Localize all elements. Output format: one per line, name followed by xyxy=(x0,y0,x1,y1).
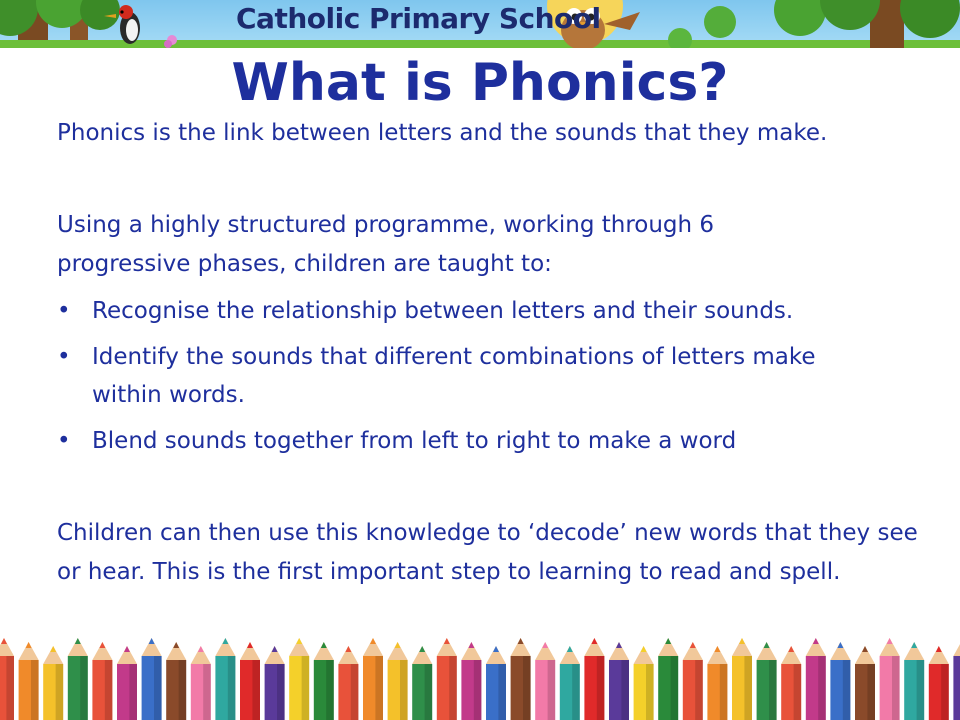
pencil-icon xyxy=(437,638,457,720)
pencil-icon xyxy=(314,642,334,720)
pencil-icon xyxy=(166,642,186,720)
pencil-icon xyxy=(830,642,850,720)
pencil-icon xyxy=(240,642,260,720)
pencil-icon xyxy=(338,646,358,720)
pencil-border xyxy=(0,630,960,720)
pencil-icon xyxy=(19,642,39,720)
closing-paragraph: Children can then use this knowledge to ‘decode’ new words that they see or hear. This is the first important step to learning to read and spell. xyxy=(57,520,918,585)
school-name: Catholic Primary School xyxy=(236,2,601,35)
list-item-text: Blend sounds together from left to right to make a word xyxy=(92,428,737,454)
pencil-icon xyxy=(707,646,727,720)
pencil-icon xyxy=(658,638,678,720)
pencil-icon xyxy=(953,638,960,720)
pencil-icon xyxy=(191,646,211,720)
pencil-icon xyxy=(289,638,309,720)
slide-title: What is Phonics? xyxy=(231,53,729,113)
pencil-icon xyxy=(732,638,752,720)
pencil-icon xyxy=(781,646,801,720)
intro-paragraph: Phonics is the link between letters and the sounds that they make. xyxy=(57,120,828,146)
pencil-icon xyxy=(855,646,875,720)
pencil-icon xyxy=(486,646,506,720)
pencil-icon xyxy=(806,638,826,720)
lead-paragraph: Using a highly structured programme, working through 6 progressive phases, children are taught to: xyxy=(57,212,715,277)
pencil-icon xyxy=(757,642,777,720)
bullet-marker: • xyxy=(57,428,71,454)
pencil-icon xyxy=(584,638,604,720)
header-banner xyxy=(0,0,960,48)
pencil-icon xyxy=(43,646,63,720)
pencil-icon xyxy=(880,638,900,720)
pencil-icon xyxy=(142,638,162,720)
list-item-text: Identify the sounds that different combinations of letters make within words. xyxy=(92,344,816,408)
pencil-icon xyxy=(683,642,703,720)
pencil-icon xyxy=(0,638,14,720)
pencil-icon xyxy=(560,646,580,720)
list-item xyxy=(57,292,837,330)
list-item xyxy=(57,338,837,414)
pencil-icon xyxy=(609,642,629,720)
pencil-icon xyxy=(511,638,531,720)
pencil-icon xyxy=(634,646,654,720)
pencil-icon xyxy=(68,638,88,720)
pencil-icon xyxy=(929,646,949,720)
pencil-icon xyxy=(215,638,235,720)
pencil-icon xyxy=(461,642,481,720)
bullet-marker: • xyxy=(57,298,71,324)
pencil-icon xyxy=(535,642,555,720)
pencil-icon xyxy=(412,646,432,720)
pencil-icon xyxy=(265,646,285,720)
list-item-text: Recognise the relationship between letters and their sounds. xyxy=(92,298,794,324)
list-item xyxy=(57,422,837,460)
pencil-icon xyxy=(363,638,383,720)
pencil-icon xyxy=(904,642,924,720)
pencil-icon xyxy=(388,642,408,720)
bullet-marker: • xyxy=(57,344,71,370)
pencil-icon xyxy=(92,642,112,720)
pencil-icon xyxy=(117,646,137,720)
